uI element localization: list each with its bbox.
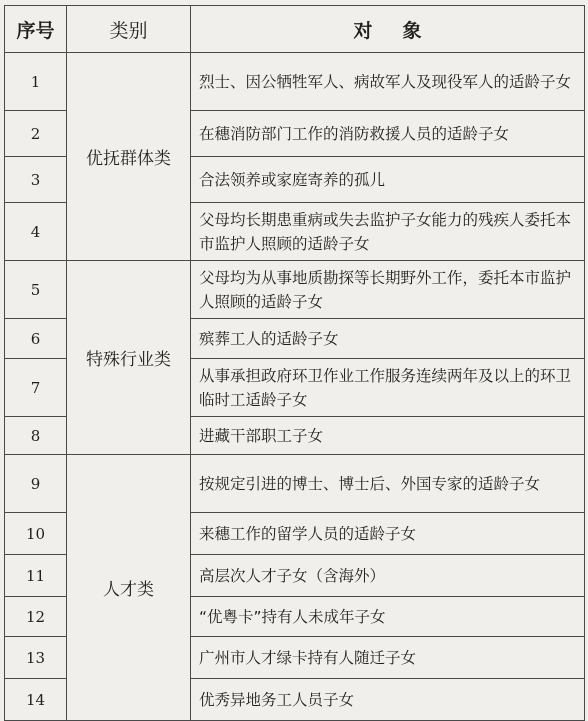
row-object: 优秀异地务工人员子女 — [191, 679, 585, 721]
row-seq: 4 — [5, 203, 67, 261]
policy-table — [4, 5, 585, 721]
row-object: 在穗消防部门工作的消防救援人员的适龄子女 — [191, 111, 585, 157]
row-object: 父母均为从事地质勘探等长期野外工作，委托本市监护人照顾的适龄子女 — [191, 261, 585, 319]
row-seq: 14 — [5, 679, 67, 721]
row-seq: 10 — [5, 513, 67, 555]
row-seq: 13 — [5, 637, 67, 679]
row-object: 合法领养或家庭寄养的孤儿 — [191, 157, 585, 203]
row-seq: 3 — [5, 157, 67, 203]
row-seq: 5 — [5, 261, 67, 319]
row-object: “优粤卡”持有人未成年子女 — [191, 597, 585, 637]
header-seq: 序号 — [5, 6, 67, 53]
row-seq: 12 — [5, 597, 67, 637]
table-row — [5, 455, 585, 513]
header-row — [5, 6, 585, 53]
header-object: 对象 — [191, 6, 585, 53]
row-seq: 11 — [5, 555, 67, 597]
row-object: 高层次人才子女（含海外） — [191, 555, 585, 597]
category-cell: 优抚群体类 — [67, 53, 191, 261]
row-object: 殡葬工人的适龄子女 — [191, 319, 585, 359]
row-seq: 2 — [5, 111, 67, 157]
row-object: 从事承担政府环卫作业工作服务连续两年及以上的环卫临时工适龄子女 — [191, 359, 585, 417]
table-row — [5, 261, 585, 319]
row-object: 按规定引进的博士、博士后、外国专家的适龄子女 — [191, 455, 585, 513]
row-object: 来穗工作的留学人员的适龄子女 — [191, 513, 585, 555]
category-cell: 人才类 — [67, 455, 191, 721]
row-object: 进藏干部职工子女 — [191, 417, 585, 455]
row-seq: 9 — [5, 455, 67, 513]
row-seq: 1 — [5, 53, 67, 111]
row-seq: 6 — [5, 319, 67, 359]
header-category: 类别 — [67, 6, 191, 53]
row-object: 父母均长期患重病或失去监护子女能力的残疾人委托本市监护人照顾的适龄子女 — [191, 203, 585, 261]
row-seq: 8 — [5, 417, 67, 455]
category-cell: 特殊行业类 — [67, 261, 191, 455]
row-object: 烈士、因公牺牲军人、病故军人及现役军人的适龄子女 — [191, 53, 585, 111]
table-row — [5, 53, 585, 111]
row-object: 广州市人才绿卡持有人随迁子女 — [191, 637, 585, 679]
row-seq: 7 — [5, 359, 67, 417]
